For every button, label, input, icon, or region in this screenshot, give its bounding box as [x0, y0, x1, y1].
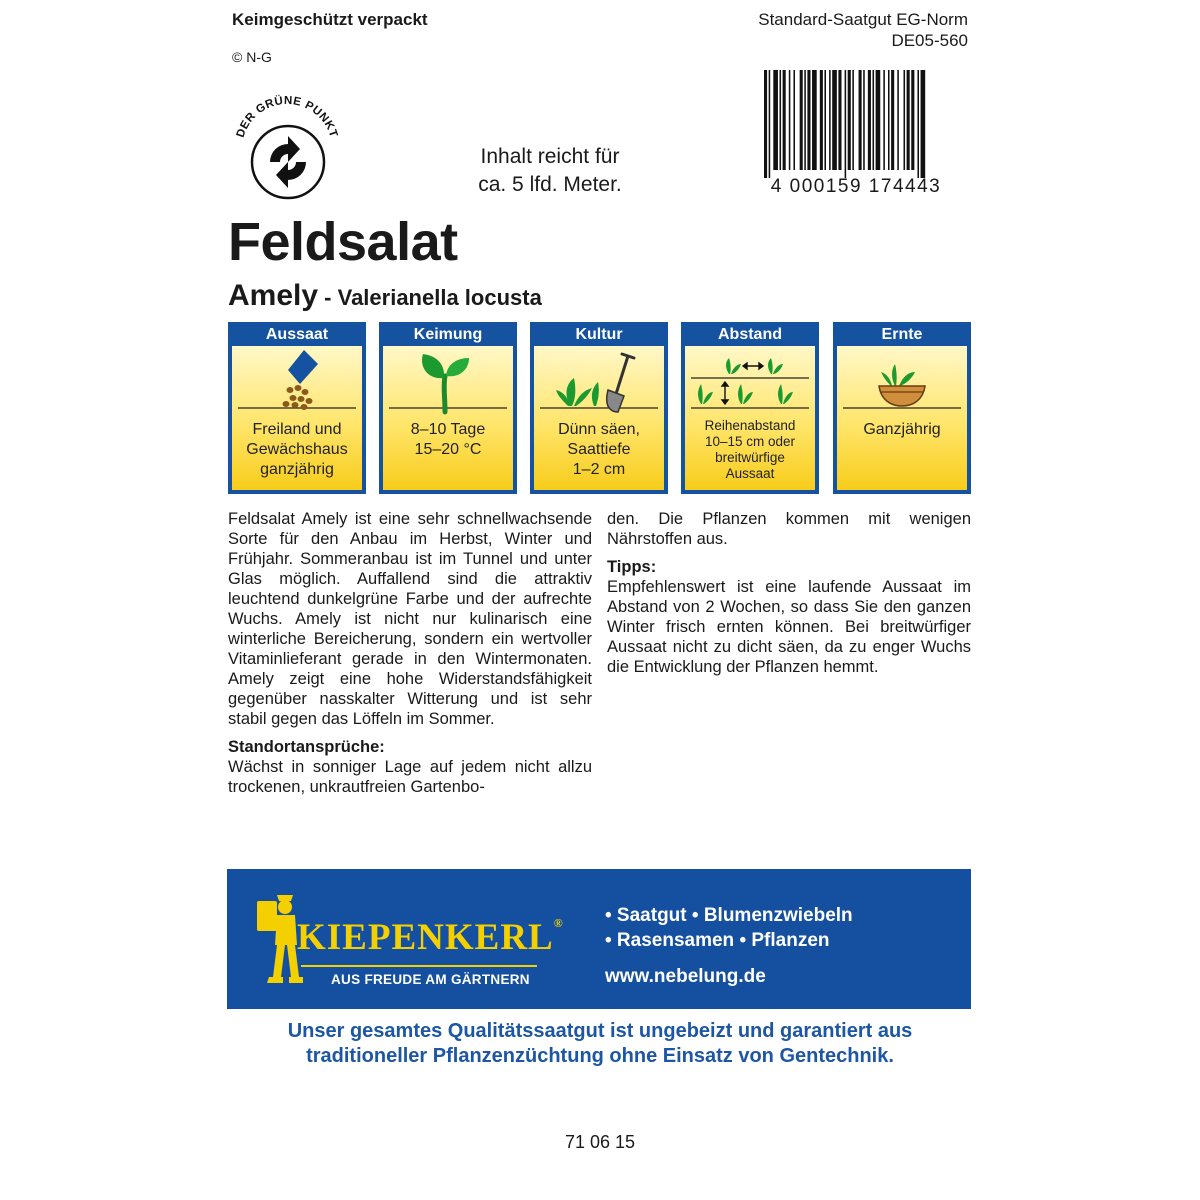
tile-heading: Keimung — [413, 326, 483, 343]
tile-text: Dünn säen, Saattiefe 1–2 cm — [558, 421, 640, 478]
content-note — [440, 143, 660, 199]
tile-abstand — [681, 322, 819, 494]
product-variety: Amely — [228, 279, 319, 312]
variety-separator: - — [318, 285, 338, 310]
product-latin-name: Valerianella locusta — [337, 285, 542, 310]
article-code: 71 06 15 — [564, 1132, 636, 1152]
claim-line-2: traditioneller Pflanzenzüchtung ohne Einsatz von Gentechnik. — [306, 1045, 894, 1067]
standard-label: Standard-Saatgut EG-Norm — [758, 10, 968, 29]
kiepenkerl-mascot-icon — [255, 887, 303, 985]
tile-kultur — [530, 322, 668, 494]
tile-heading: Aussaat — [265, 326, 329, 343]
green-dot-icon — [228, 87, 346, 205]
seedling-icon — [383, 346, 513, 416]
website-link[interactable]: www.nebelung.de — [605, 966, 766, 987]
claim-line-1: Unser gesamtes Qualitätssaatgut ist ungebeizt und garantiert aus — [287, 1020, 913, 1042]
tile-text: Reihenabstand 10–15 cm oder breitwürfige Aussaat — [704, 418, 796, 481]
brand-banner — [227, 869, 971, 1009]
location-text-part-2: den. Die Pflanzen kommen mit wenigen Nährstoffen aus. — [607, 510, 971, 548]
brand-name: KIEPENKERL® — [297, 916, 564, 958]
tile-heading: Kultur — [575, 326, 623, 343]
tile-text: Ganzjährig — [863, 421, 941, 438]
product-name: Feldsalat — [228, 212, 458, 272]
brand-rule — [301, 965, 537, 967]
category-line-1: • Saatgut • Blumenzwiebeln — [605, 905, 853, 926]
spade-icon — [534, 346, 664, 416]
content-note-line-2: ca. 5 lfd. Meter. — [478, 173, 622, 196]
standard-info — [758, 9, 968, 51]
green-dot-text: DER GRÜNE PUNKT — [234, 94, 340, 140]
tile-keimung — [379, 322, 517, 494]
spacing-icon — [685, 346, 815, 416]
info-tiles — [228, 322, 971, 494]
brand-slogan: AUS FREUDE AM GÄRTNERN — [331, 972, 530, 987]
quality-claim — [228, 1019, 972, 1069]
content-note-line-1: Inhalt reicht für — [480, 145, 620, 168]
tips-text: Empfehlenswert ist eine laufende Aussaat im Abstand von 2 Wochen, so dass Sie den ganzen Winter frisch ernten können. Bei breitwürfiger Aussaat nicht zu dicht säen, da zu enger Wuchs die Entwicklung der Pflanzen hemmt. — [607, 578, 971, 676]
product-categories — [605, 903, 853, 953]
svg-text:DER GRÜNE PUNKT — [235, 94, 340, 139]
copyright: © N-G — [232, 49, 272, 65]
description-right-column — [607, 509, 971, 677]
seed-packet-icon — [232, 346, 362, 416]
category-line-2: • Rasensamen • Pflanzen — [605, 930, 830, 951]
packaging-note: Keimgeschützt verpackt — [232, 10, 428, 29]
tile-text: 8–10 Tage 15–20 °C — [410, 421, 486, 458]
tips-heading: Tipps: — [607, 558, 657, 576]
barcode — [742, 70, 970, 200]
barcode-bars — [764, 70, 970, 178]
description-intro: Feldsalat Amely ist eine sehr schnellwachsende Sorte für den Anbau im Herbst, Winter und Frühjahr. Sommeranbau ist im Tunnel und unter Glas möglich. Auffallend sind die attraktiv leuchtend dunkelgrüne Farbe und der aufrechte Wuchs. Amely ist nicht nur kulinarisch eine winterliche Bereicherung, sondern ein wertvoller Vitaminlieferant gerade in den Wintermonaten. Amely zeigt eine hohe Widerstandsfähigkeit gegenüber nasskalter Witterung und ist sehr stabil gegen das Löffeln im Sommer. — [228, 510, 592, 728]
tile-text: Freiland und Gewächshaus ganzjährig — [246, 421, 348, 478]
description-left-column — [228, 509, 592, 797]
location-heading: Standortansprüche: — [228, 738, 385, 756]
harvest-bowl-icon — [837, 346, 967, 416]
product-variety-line — [228, 278, 542, 316]
location-text-part-1: Wächst in sonniger Lage auf jedem nicht allzu trockenen, unkrautfreien Gartenbo- — [228, 758, 592, 796]
tile-ernte — [833, 322, 971, 494]
barcode-digits: 4 000159 174443 — [770, 176, 942, 197]
tile-aussaat — [228, 322, 366, 494]
registration-number: DE05-560 — [891, 31, 968, 50]
tile-heading: Ernte — [881, 326, 923, 343]
tile-heading: Abstand — [718, 326, 782, 343]
